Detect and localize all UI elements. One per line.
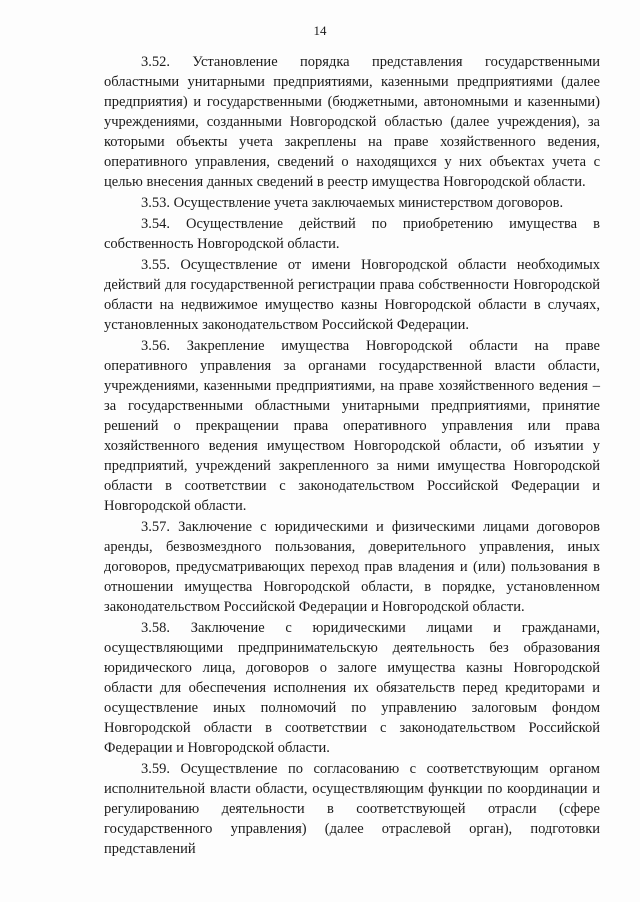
paragraph-3-56: 3.56. Закрепление имущества Новгородской области на праве оперативного управления за органами государственной власти области, учреждениями, казенными предприятиями, на праве хозяйственного ведения – за государственными областными унитарными предприятиями, принятие решений о прекращении права оперативного управления или права хозяйственного ведения имуществом Новгородской области, об изъятии у предприятий, учреждений закрепленного за ними имущества Новгородской области в соответствии с законодательством Российской Федерации и Новгородской области. [104, 338, 600, 514]
document-body [104, 52, 600, 860]
paragraph-3-59: 3.59. Осуществление по согласованию с соответствующим органом исполнительной власти области, осуществляющим функции по координации и регулированию деятельности в соответствующей отрасли (сфере государственного управления) (далее отраслевой орган), подготовки представлений [104, 761, 600, 857]
paragraph-3-58: 3.58. Заключение с юридическими лицами и гражданами, осуществляющими предпринимательскую деятельность без образования юридического лица, договоров о залоге имущества казны Новгородской области для обеспечения исполнения их обязательств перед кредиторами и осуществление иных полномочий по управлению залоговым фондом Новгородской области в соответствии с законодательством Российской Федерации и Новгородской области. [104, 620, 600, 756]
page-number: 14 [313, 23, 327, 38]
paragraph-3-54: 3.54. Осуществление действий по приобретению имущества в собственность Новгородской области. [104, 216, 600, 252]
paragraph-3-52: 3.52. Установление порядка представления государственными областными унитарными предприятиями, казенными предприятиями (далее предприятия) и государственными (бюджетными, автономными и казенными) учреждениями, созданными Новгородской областью (далее учреждения), за которыми объекты учета закреплены на праве хозяйственного ведения, оперативного управления, сведений о находящихся у них объектах учета с целью внесения данных сведений в реестр имущества Новгородской области. [104, 54, 600, 190]
paragraph-3-55: 3.55. Осуществление от имени Новгородской области необходимых действий для государственной регистрации права собственности Новгородской области на недвижимое имущество казны Новгородской области в случаях, установленных законодательством Российской Федерации. [104, 257, 600, 333]
paragraph-3-57: 3.57. Заключение с юридическими и физическими лицами договоров аренды, безвозмездного пользования, доверительного управления, иных договоров, предусматривающих переход прав владения и (или) пользования в отношении имущества Новгородской области, в порядке, установленном законодательством Российской Федерации и Новгородской области. [104, 519, 600, 615]
paragraph-3-53: 3.53. Осуществление учета заключаемых министерством договоров. [141, 195, 564, 211]
